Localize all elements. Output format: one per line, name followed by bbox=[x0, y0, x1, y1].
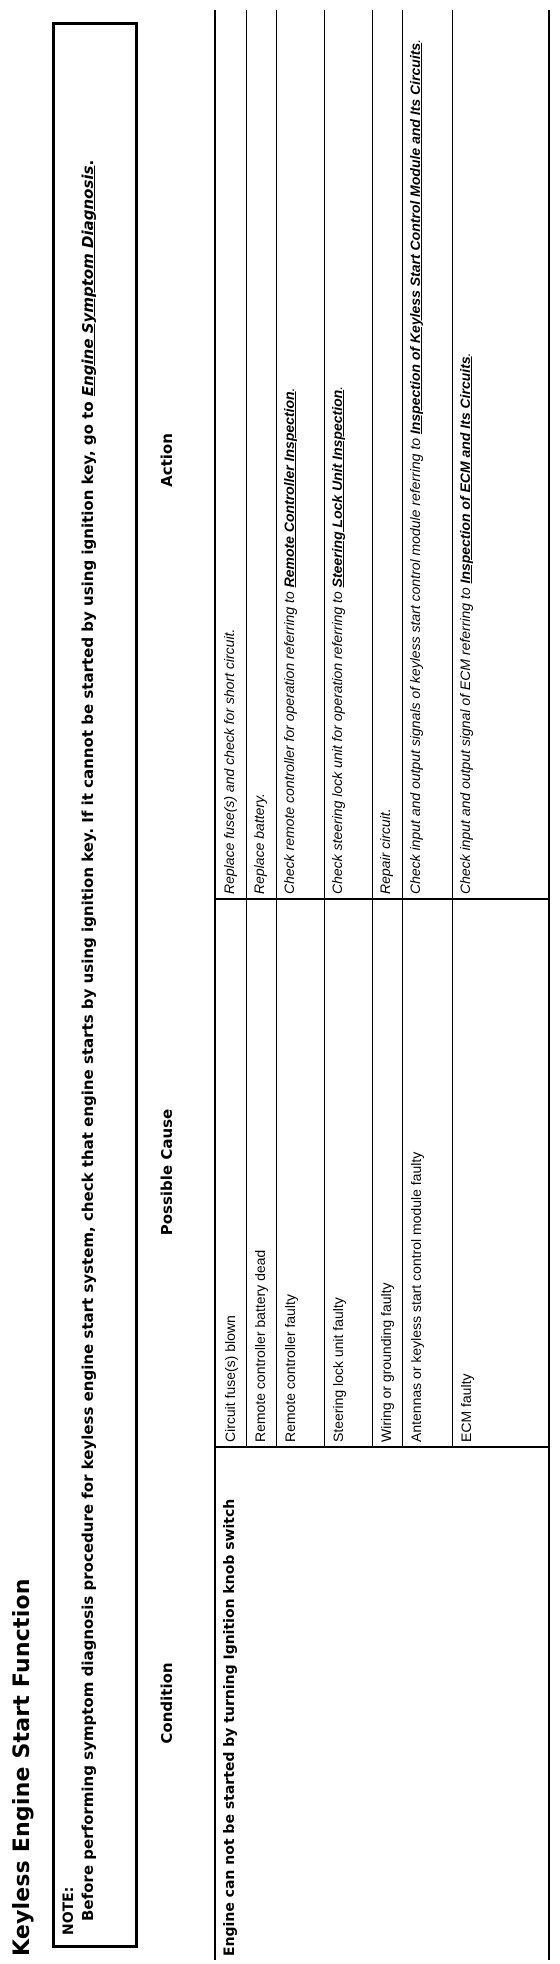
cause-cell: Remote controller battery dead bbox=[252, 1249, 268, 1442]
action-text: Check input and output signal of ECM referring to bbox=[457, 583, 473, 894]
page-title: Keyless Engine Start Function bbox=[10, 1578, 35, 1956]
row-divider bbox=[276, 10, 277, 1446]
action-cell bbox=[218, 26, 240, 894]
row-divider bbox=[246, 10, 247, 1446]
steering-lock-unit-inspection-link[interactable]: Steering Lock Unit Inspection bbox=[329, 389, 345, 588]
condition-cell: Engine can not be started by turning Ignition knob switch bbox=[222, 1498, 238, 1956]
ecm-inspection-link[interactable]: Inspection of ECM and Its Circuits bbox=[457, 356, 473, 584]
note-label: NOTE: bbox=[61, 1886, 77, 1935]
cause-cell: Wiring or grounding faulty bbox=[378, 1282, 394, 1442]
action-text-after: . bbox=[457, 352, 473, 357]
header-divider bbox=[214, 10, 216, 1960]
row-divider bbox=[452, 10, 453, 1446]
row-divider bbox=[372, 10, 373, 1446]
row-divider bbox=[324, 10, 325, 1446]
table-bottom-border bbox=[548, 10, 550, 1960]
action-text: Check input and output signals of keyless start control module referring to bbox=[407, 434, 423, 894]
column-divider-2 bbox=[214, 898, 548, 900]
remote-controller-inspection-link[interactable]: Remote Controller Inspection bbox=[281, 391, 297, 588]
cause-cell: Steering lock unit faulty bbox=[330, 1297, 346, 1442]
action-cell bbox=[374, 26, 396, 894]
action-text-after: . bbox=[407, 38, 423, 43]
header-possible-cause: Possible Cause bbox=[158, 1108, 176, 1236]
header-condition: Condition bbox=[158, 1662, 176, 1744]
action-text: Repair circuit. bbox=[377, 808, 393, 894]
action-cell bbox=[454, 26, 476, 894]
row-divider bbox=[402, 10, 403, 1446]
cause-cell: ECM faulty bbox=[458, 1373, 474, 1442]
keyless-start-control-module-inspection-link[interactable]: Inspection of Keyless Start Control Module and Its Circuits bbox=[407, 42, 423, 435]
note-text bbox=[79, 35, 97, 1921]
action-cell bbox=[278, 26, 300, 894]
action-cell bbox=[404, 26, 426, 894]
action-text-after: . bbox=[281, 387, 297, 392]
action-cell bbox=[248, 26, 270, 894]
header-action: Action bbox=[158, 433, 176, 487]
action-text: Replace fuse(s) and check for short circuit. bbox=[221, 628, 237, 894]
cause-cell: Antennas or keyless start control module faulty bbox=[408, 1151, 424, 1442]
action-text-after: . bbox=[329, 385, 345, 390]
note-box bbox=[52, 22, 138, 1948]
action-text: Check steering lock unit for operation referring to bbox=[329, 587, 345, 894]
action-text: Replace battery. bbox=[251, 793, 267, 894]
engine-symptom-diagnosis-link[interactable]: Engine Symptom Diagnosis bbox=[79, 165, 97, 397]
column-divider-1 bbox=[214, 1446, 548, 1448]
note-text-before: Before performing symptom diagnosis procedure for keyless engine start system, check that engine starts by using ignition key. If it cannot be started by using ignition key, go to bbox=[79, 396, 97, 1921]
cause-cell: Circuit fuse(s) blown bbox=[222, 1315, 238, 1442]
note-text-after: . bbox=[79, 159, 97, 166]
action-text: Check remote controller for operation referring to bbox=[281, 587, 297, 894]
action-cell bbox=[326, 26, 348, 894]
cause-cell: Remote controller faulty bbox=[282, 1294, 298, 1442]
